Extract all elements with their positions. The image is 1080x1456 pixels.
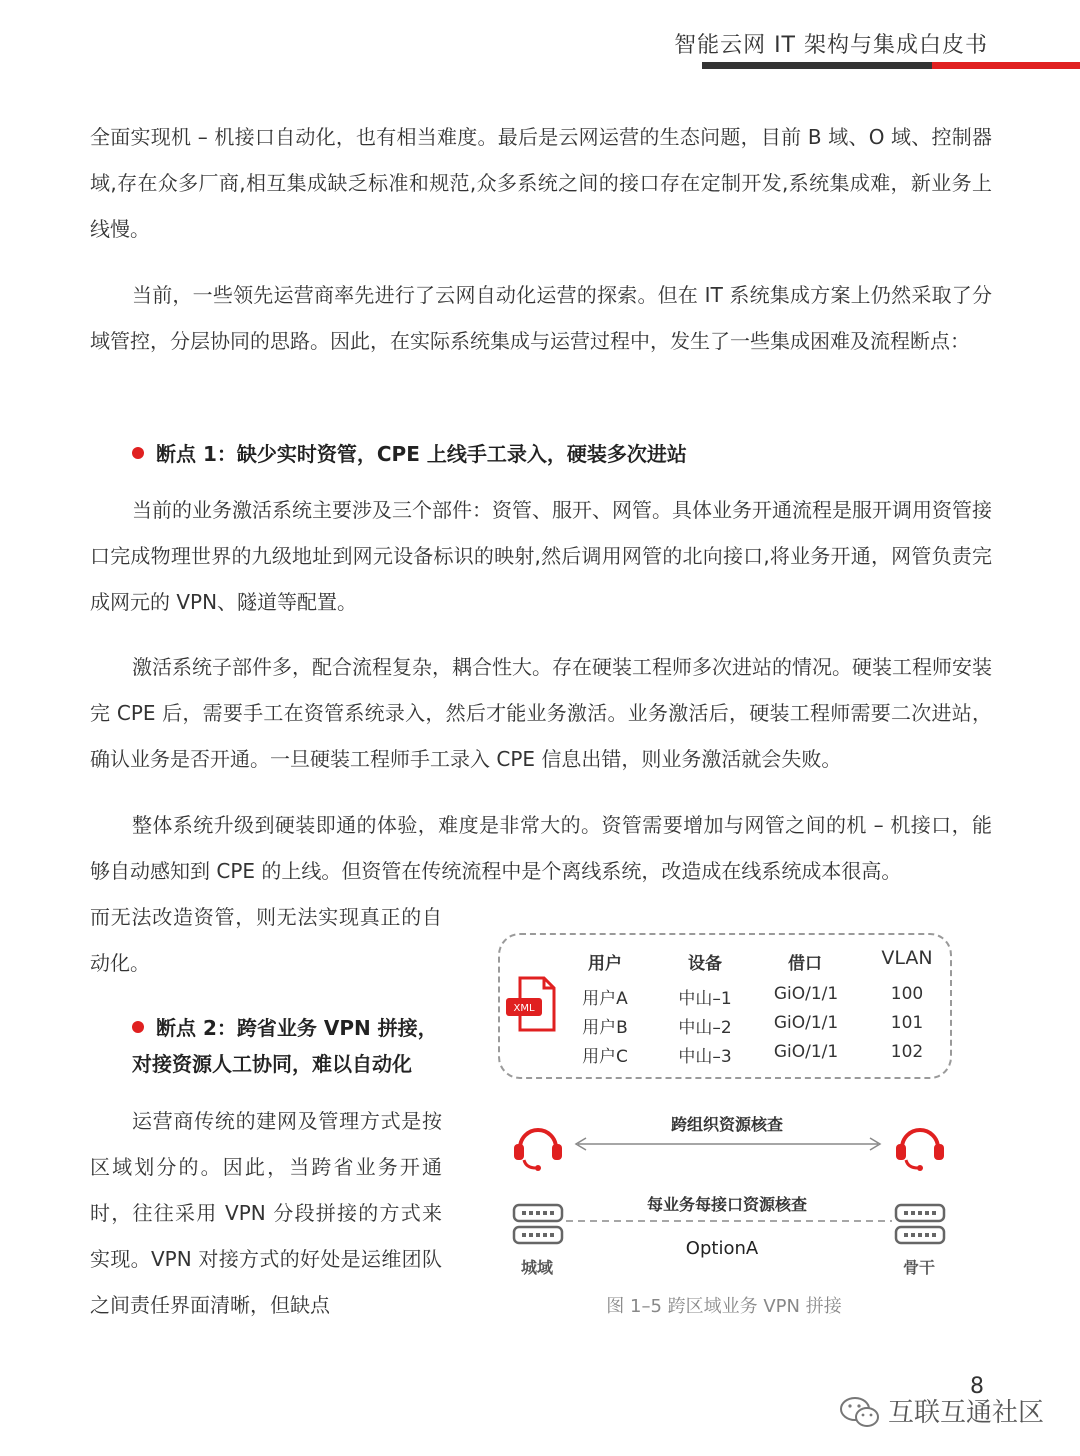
table-header-user: 用户	[588, 954, 622, 974]
page-number: 8	[970, 1374, 984, 1399]
table-cell: 100	[890, 984, 924, 1004]
xml-badge-label: XML	[513, 1003, 535, 1014]
header-title: 智能云网 IT 架构与集成白皮书	[674, 33, 988, 58]
heading-breakpoint-2-line1: 断点 2：跨省业务 VPN 拼接，	[156, 1016, 438, 1040]
optiona-label: OptionA	[685, 1238, 759, 1259]
table-cell: 101	[890, 1013, 924, 1033]
table-header-device: 设备	[688, 954, 722, 974]
cross-org-check-label: 跨组织资源核查	[670, 1115, 783, 1134]
heading-breakpoint-1-text: 断点 1：缺少实时资管，CPE 上线手工录入，硬装多次进站	[156, 442, 687, 466]
paragraph-5: 整体系统升级到硬装即通的体验，难度是非常大的。资管需要增加与网管之间的机 – 机接口，能够自动感知到 CPE 的上线。但资管在传统流程中是个离线系统，改造成在线系统成本很高。	[90, 813, 992, 883]
paragraph-6: 而无法改造资管，则无法实现真正的自动化。	[90, 905, 442, 975]
table-cell: 102	[890, 1042, 924, 1062]
right-server-icon	[894, 1202, 946, 1248]
per-interface-check-label: 每业务每接口资源核查	[646, 1195, 807, 1214]
table-cell: 用户C	[582, 1047, 628, 1067]
bullet-dot	[132, 1021, 144, 1033]
paragraph-7: 运营商传统的建网及管理方式是按区域划分的。因此，当跨省业务开通时，往往采用 VPN 分段拼接的方式来实现。VPN 对接方式的好处是运维团队之间责任界面清晰，但缺点	[90, 1109, 442, 1317]
figure-caption: 图 1–5 跨区域业务 VPN 拼接	[606, 1296, 842, 1317]
paragraph-1: 全面实现机 – 机接口自动化，也有相当难度。最后是云网运营的生态问题，目前 B 域、O 域、控制器域,存在众多厂商,相互集成缺乏标准和规范,众多系统之间的接口存在定制开发,系统集成难，新业务上线慢。	[90, 125, 992, 241]
left-server-icon	[512, 1202, 564, 1248]
header-divider-red	[932, 62, 1080, 69]
table-header-vlan: VLAN	[881, 947, 933, 969]
heading-breakpoint-2-line2: 对接资源人工协同，难以自动化	[132, 1052, 412, 1076]
right-headset-icon	[892, 1122, 948, 1174]
table-cell: 用户B	[582, 1018, 628, 1038]
table-header-interface: 借口	[788, 954, 822, 974]
table-cell: 中山–3	[678, 1047, 732, 1067]
paragraph-2: 当前，一些领先运营商率先进行了云网自动化运营的探索。但在 IT 系统集成方案上仍然采取了分域管控，分层协同的思路。因此，在实际系统集成与运营过程中，发生了一些集成困难及流程断点：	[90, 283, 992, 353]
optiona-dashed-link	[566, 1216, 892, 1226]
table-cell: GiO/1/1	[773, 1013, 839, 1033]
bullet-dot	[132, 447, 144, 459]
cross-org-arrow	[572, 1134, 884, 1154]
table-cell: 中山–2	[678, 1018, 732, 1038]
watermark-text: 互联互通社区	[888, 1398, 1045, 1428]
heading-breakpoint-2	[132, 1010, 438, 1082]
table-cell: 中山–1	[678, 989, 732, 1009]
paragraph-3: 当前的业务激活系统主要涉及三个部件：资管、服开、网管。具体业务开通流程是服开调用资管接口完成物理世界的九级地址到网元设备标识的映射,然后调用网管的北向接口,将业务开通，网管负责完成网元的 VPN、隧道等配置。	[90, 498, 992, 614]
table-cell: GiO/1/1	[773, 1042, 839, 1062]
xml-file-icon	[504, 972, 560, 1036]
wechat-icon	[838, 1394, 882, 1430]
table-cell: 用户A	[582, 989, 628, 1009]
paragraph-4: 激活系统子部件多，配合流程复杂，耦合性大。存在硬装工程师多次进站的情况。硬装工程师安装完 CPE 后，需要手工在资管系统录入，然后才能业务激活。业务激活后，硬装工程师需要二次进站，确认业务是否开通。一旦硬装工程师手工录入 CPE 信息出错，则业务激活就会失败。	[90, 655, 992, 771]
left-headset-icon	[510, 1122, 566, 1174]
metro-domain-label: 城域	[520, 1258, 553, 1277]
backbone-domain-label: 骨干	[902, 1258, 935, 1277]
table-cell: GiO/1/1	[773, 984, 839, 1004]
header-divider-dark	[702, 62, 932, 69]
heading-breakpoint-1	[132, 434, 687, 474]
